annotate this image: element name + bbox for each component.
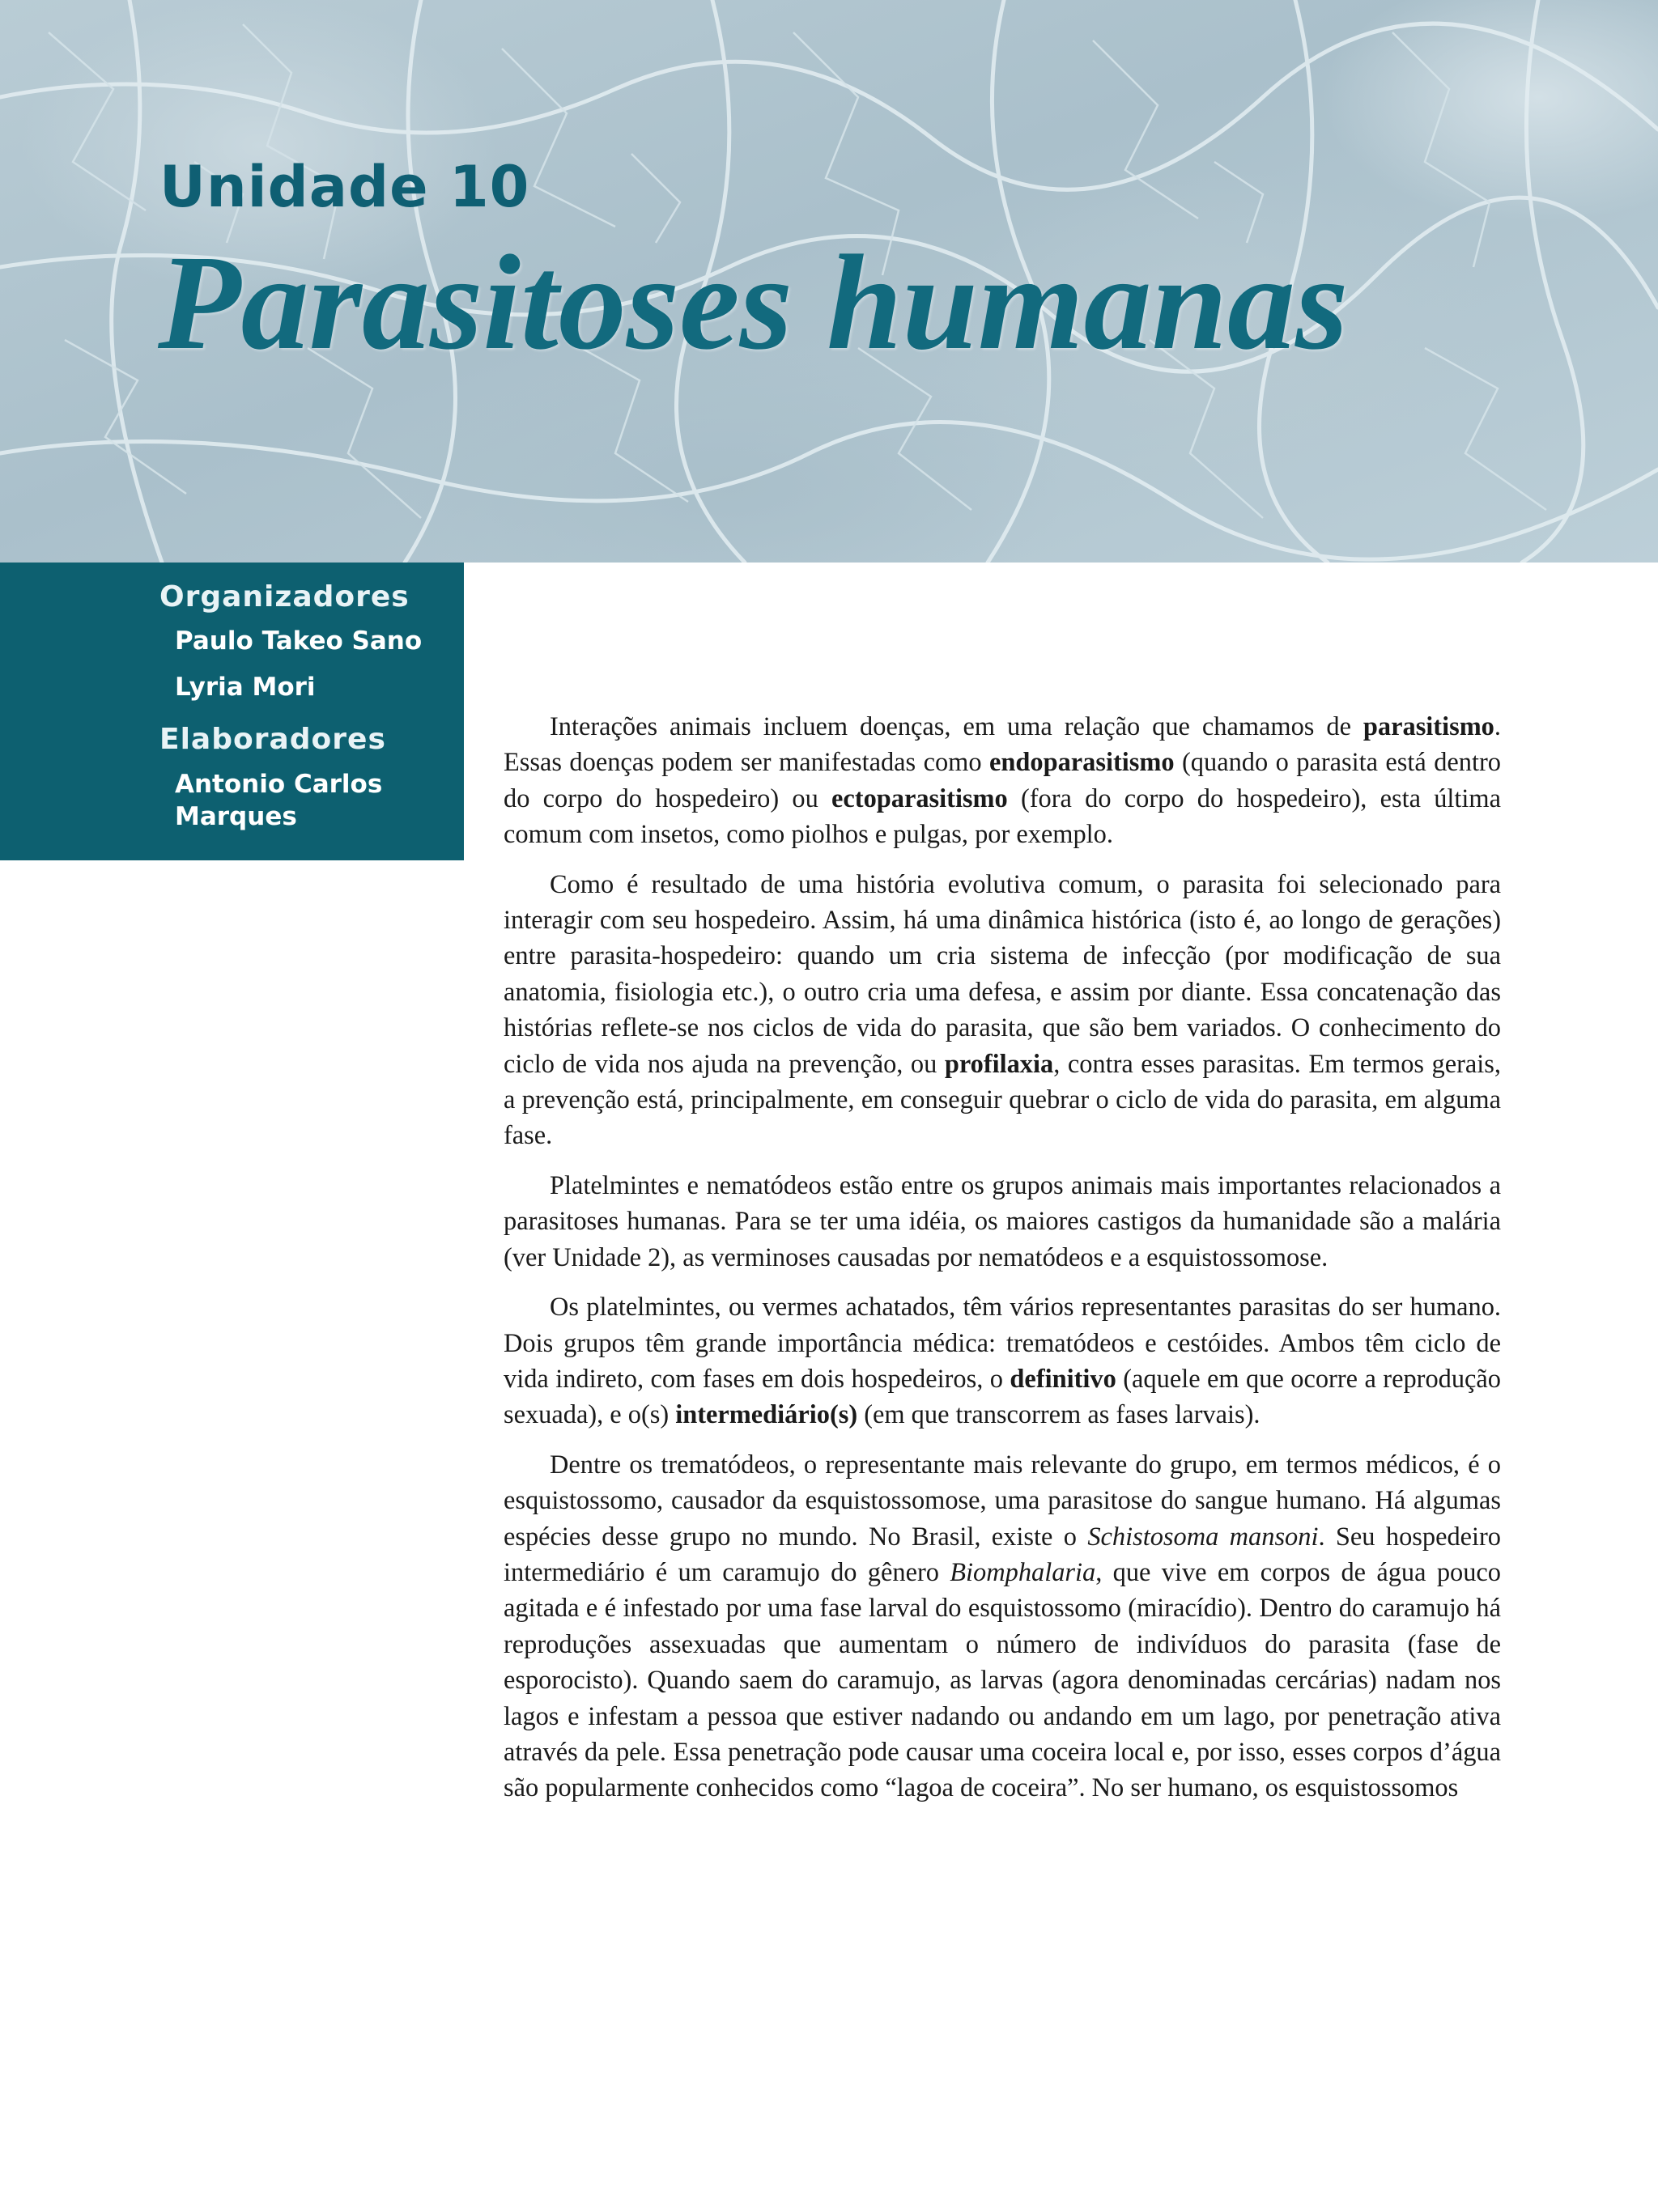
author-name: Antonio Carlos Marques [175,770,383,831]
organizer-name: Lyria Mori [175,673,316,702]
paragraph: Dentre os trematódeos, o representante mais relevante do grupo, em termos médicos, é o esquistossomo, causador da esquistossomose, uma parasitose do sangue humano. Há algumas espécies desse grupo no mundo. No Brasil, existe o Schistosoma mansoni. Seu hospedeiro intermediário é um caramujo do gênero Biomphalaria, que vive em corpos de água pouco agitada e é infestado por uma fase larval do esquistossomo (miracídio). Dentro do caramujo há reproduções assexuadas que aumentam o número de indivíduos do parasita (fase de esporocisto). Quando saem do caramujo, as larvas (agora denominadas cercárias) nadam nos lagos e infestam a pessoa que estiver nadando ou andando em um lago, por penetração ativa através da pele. Essa penetração pode causar uma coceira local e, por isso, esses corpos d’água são popularmente conhecidos como “lagoa de coceira”. No ser humano, os esquistossomos [504,1450,1501,1803]
organizer-name: Paulo Takeo Sano [175,626,423,656]
paragraph: Platelmintes e nematódeos estão entre os grupos animais mais importantes relacionados a parasitoses humanas. Para se ter uma idéia, os maiores castigos da humanidade são a malária (ver Unidade 2), as verminoses causadas por nematódeos e a esquistossomose. [504,1170,1501,1272]
authors-heading: Elaboradores [159,723,386,756]
paragraph: Interações animais incluem doenças, em uma relação que chamamos de parasitismo. Essas doenças podem ser manifestadas como endoparasitismo (quando o parasita está dentro do corpo do hospedeiro) ou ectoparasitismo (fora do corpo do hospedeiro), esta última comum com insetos, como piolhos e pulgas, por exemplo. [504,712,1501,850]
paragraph: Os platelmintes, ou vermes achatados, têm vários representantes parasitas do ser humano. Dois grupos têm grande importância médica: trematódeos e cestóides. Ambos têm ciclo de vida indireto, com fases em dois hospedeiros, o definitivo (aquele em que ocorre a reprodução sexuada), e o(s) intermediário(s) (em que transcorrem as fases larvais). [504,1293,1501,1430]
organizers-heading: Organizadores [159,580,410,614]
paragraph: Como é resultado de uma história evolutiva comum, o parasita foi selecionado para interagir com seu hospedeiro. Assim, há uma dinâmica histórica (isto é, ao longo de gerações) entre parasita-hospedeiro: quando um cria sistema de infecção (por modificação de sua anatomia, fisiologia etc.), o outro cria uma defesa, e assim por diante. Essa concatenação das histórias reflete-se nos ciclos de vida do parasita, que são bem variados. O conhecimento do ciclo de vida nos ajuda na prevenção, ou profilaxia, contra esses parasitas. Em termos gerais, a prevenção está, principalmente, em conseguir quebrar o ciclo de vida do parasita, em alguma fase. [504,869,1501,1151]
credits-box [0,563,464,860]
header-banner [0,0,1658,563]
unit-label: Unidade 10 [159,154,530,220]
body-text [504,709,1501,1820]
chapter-title: Parasitoses humanas [158,227,1349,378]
